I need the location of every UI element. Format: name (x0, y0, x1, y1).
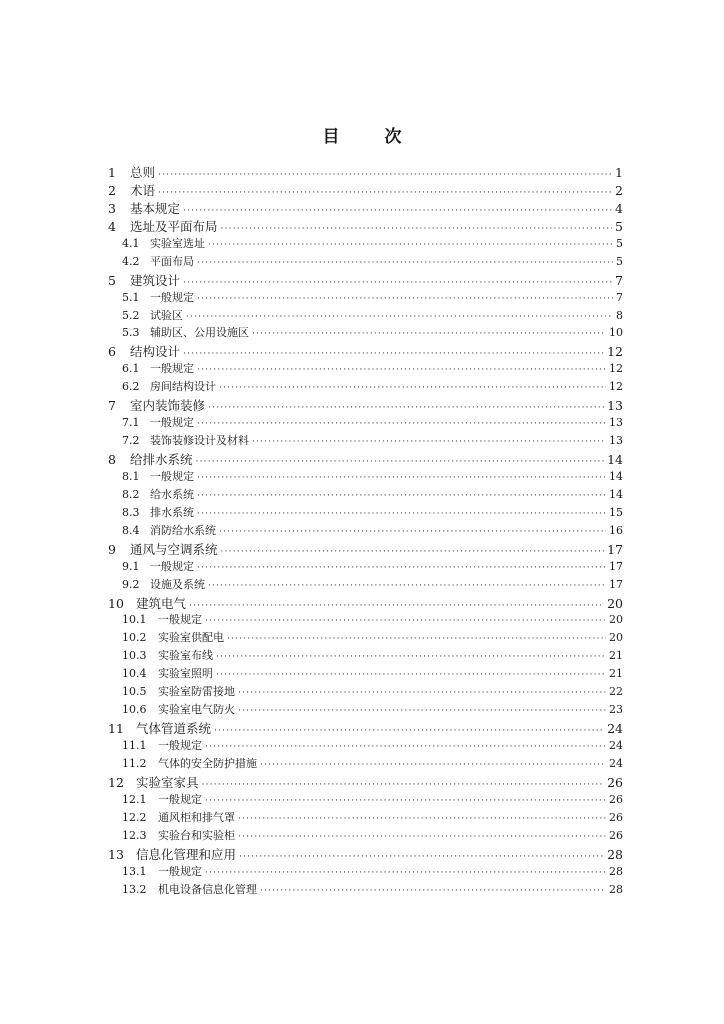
toc-entry-page: 26 (609, 828, 623, 842)
toc-entry-label: 通风与空调系统 (130, 541, 218, 557)
toc-section-row[interactable] (108, 504, 623, 522)
toc-section-row[interactable] (108, 486, 623, 504)
toc-entry-number: 11 (108, 721, 124, 737)
toc-section-row[interactable] (108, 289, 623, 307)
toc-leader-dots (158, 188, 612, 198)
toc-chapter-row[interactable] (108, 163, 623, 181)
toc-leader-dots (238, 814, 606, 824)
toc-entry-label: 机电设备信息化管理 (158, 882, 257, 896)
toc-entry-number: 9.2 (122, 577, 140, 591)
toc-chapter-row[interactable] (108, 181, 623, 199)
toc-chapter-row[interactable] (108, 199, 623, 217)
toc-chapter-row[interactable] (108, 396, 623, 414)
toc-entry-number: 13 (108, 846, 124, 862)
toc-entry-label: 气体的安全防护措施 (158, 756, 257, 770)
toc-entry-page: 20 (609, 613, 623, 627)
toc-section-row[interactable] (108, 881, 623, 899)
toc-chapter-row[interactable] (108, 845, 623, 863)
toc-entry-label: 排水系统 (150, 505, 194, 519)
toc-entry-page: 24 (609, 739, 623, 752)
toc-entry-label: 消防给水系统 (150, 523, 216, 537)
toc-entry-page: 2 (615, 182, 623, 198)
toc-entry-label: 一般规定 (150, 559, 194, 573)
toc-entry-number: 8.2 (122, 487, 140, 501)
toc-entry-page: 16 (609, 523, 623, 537)
toc-entry-number: 9 (108, 541, 116, 557)
toc-leader-dots (216, 670, 606, 680)
toc-entry-number: 6.2 (122, 380, 140, 394)
toc-entry-page: 1 (615, 165, 623, 180)
toc-section-row[interactable] (108, 378, 623, 396)
toc-section-row[interactable] (108, 611, 623, 629)
toc-section-row[interactable] (108, 863, 623, 881)
toc-leader-dots (260, 760, 606, 770)
toc-leader-dots (196, 457, 605, 467)
toc-leader-dots (197, 473, 606, 483)
toc-entry-number: 5.3 (122, 326, 140, 340)
toc-entry-number: 8.3 (122, 505, 140, 519)
toc-entry-page: 21 (609, 649, 623, 663)
toc-entry-label: 试验区 (150, 308, 183, 322)
toc-section-row[interactable] (108, 683, 623, 701)
toc-entry-number: 11.2 (122, 756, 147, 770)
toc-entry-number: 9.1 (122, 559, 140, 573)
toc-entry-label: 平面布局 (150, 254, 194, 268)
toc-entry-number: 1 (108, 165, 116, 180)
toc-chapter-row[interactable] (108, 342, 623, 360)
toc-entry-page: 15 (609, 505, 623, 519)
toc-section-row[interactable] (108, 737, 623, 755)
toc-entry-page: 14 (609, 469, 623, 483)
toc-entry-page: 13 (607, 398, 623, 414)
toc-entry-label: 给水系统 (150, 487, 194, 501)
toc-entry-number: 10.4 (122, 667, 147, 681)
toc-entry-label: 房间结构设计 (150, 380, 216, 394)
toc-entry-page: 20 (607, 595, 623, 611)
toc-leader-dots (205, 742, 606, 752)
toc-leader-dots (183, 349, 604, 359)
toc-section-row[interactable] (108, 414, 623, 432)
toc-entry-page: 12 (609, 362, 623, 376)
toc-section-row[interactable] (108, 522, 623, 540)
toc-leader-dots (238, 688, 606, 698)
toc-entry-page: 5 (616, 236, 623, 250)
toc-section-row[interactable] (108, 809, 623, 827)
toc-section-row[interactable] (108, 755, 623, 773)
toc-entry-label: 实验室电气防火 (158, 703, 235, 717)
toc-leader-dots (197, 294, 613, 304)
toc-entry-page: 14 (609, 487, 623, 501)
toc-entry-page: 28 (607, 846, 623, 862)
toc-leader-dots (208, 581, 606, 591)
toc-entry-page: 5 (615, 218, 623, 234)
toc-entry-label: 辅助区、公用设施区 (150, 326, 249, 340)
toc-leader-dots (197, 365, 606, 375)
toc-section-row[interactable] (108, 701, 623, 719)
toc-entry-page: 17 (609, 577, 623, 591)
toc-entry-page: 7 (616, 290, 623, 304)
toc-leader-dots (238, 832, 606, 842)
toc-entry-page: 4 (615, 200, 623, 216)
toc-entry-page: 8 (616, 308, 623, 322)
toc-entry-page: 22 (609, 685, 623, 699)
toc-chapter-row[interactable] (108, 719, 623, 737)
toc-entry-label: 结构设计 (130, 344, 181, 360)
toc-entry-page: 28 (609, 882, 623, 896)
toc-entry-number: 10 (108, 595, 124, 611)
toc-leader-dots (205, 868, 606, 878)
toc-entry-label: 室内装饰装修 (130, 398, 206, 414)
toc-chapter-row[interactable] (108, 773, 623, 791)
toc-entry-number: 10.2 (122, 631, 147, 645)
toc-section-row[interactable] (108, 324, 623, 342)
toc-entry-page: 7 (615, 272, 623, 288)
toc-entry-label: 总则 (130, 165, 156, 180)
page-title: 目 次 (322, 127, 416, 147)
toc-leader-dots (189, 601, 604, 611)
toc-entry-label: 实验室选址 (150, 236, 205, 250)
toc-entry-page: 12 (609, 380, 623, 394)
toc-entry-page: 13 (609, 434, 623, 448)
toc-entry-label: 一般规定 (158, 864, 202, 878)
toc-entry-number: 8.1 (122, 469, 140, 483)
toc-entry-number: 13.1 (122, 864, 147, 878)
toc-leader-dots (186, 312, 613, 322)
toc-section-row[interactable] (108, 468, 623, 486)
toc-entry-number: 7.1 (122, 416, 140, 430)
toc-entry-number: 8 (108, 452, 116, 467)
toc-section-row[interactable] (108, 665, 623, 683)
toc-entry-page: 26 (607, 774, 623, 790)
toc-chapter-row[interactable] (108, 540, 623, 558)
toc-entry-number: 10.1 (122, 613, 147, 627)
toc-entry-page: 12 (607, 344, 623, 360)
toc-leader-dots (221, 547, 605, 557)
toc-entry-label: 一般规定 (150, 290, 194, 304)
toc-entry-page: 5 (616, 254, 623, 268)
toc-leader-dots (158, 170, 612, 180)
toc-section-row[interactable] (108, 576, 623, 594)
toc-leader-dots (197, 563, 606, 573)
toc-entry-label: 设施及系统 (150, 577, 205, 591)
toc-entry-number: 7.2 (122, 434, 140, 448)
toc-entry-page: 17 (607, 541, 623, 557)
toc-leader-dots (208, 403, 604, 413)
toc-entry-label: 通风柜和排气罩 (158, 810, 235, 824)
toc-leader-dots (205, 616, 606, 626)
toc-entry-label: 一般规定 (150, 469, 194, 483)
toc-entry-number: 12.2 (122, 810, 147, 824)
toc-entry-number: 6 (108, 344, 116, 360)
toc-section-row[interactable] (108, 791, 623, 809)
toc-leader-dots (197, 509, 606, 519)
toc-section-row[interactable] (108, 827, 623, 845)
toc-section-row[interactable] (108, 558, 623, 576)
toc-entry-label: 气体管道系统 (136, 721, 212, 737)
toc-entry-page: 26 (609, 810, 623, 824)
toc-leader-dots (216, 652, 606, 662)
toc-leader-dots (197, 258, 613, 268)
toc-entry-number: 4.1 (122, 236, 140, 250)
toc-entry-label: 一般规定 (158, 739, 202, 752)
toc-entry-page: 20 (609, 631, 623, 645)
toc-entry-label: 术语 (130, 182, 156, 198)
toc-entry-number: 3 (108, 200, 116, 216)
toc-entry-number: 12.3 (122, 828, 147, 842)
toc-section-row[interactable] (108, 235, 623, 253)
toc-entry-number: 7 (108, 398, 116, 414)
toc-leader-dots (219, 527, 606, 537)
toc-entry-number: 8.4 (122, 523, 140, 537)
toc-entry-label: 信息化管理和应用 (136, 846, 237, 862)
toc-leader-dots (197, 491, 606, 501)
toc-leader-dots (205, 796, 606, 806)
toc-entry-number: 4 (108, 218, 116, 234)
toc-entry-label: 选址及平面布局 (130, 218, 218, 234)
toc-leader-dots (214, 726, 604, 736)
toc-leader-dots (197, 419, 606, 429)
toc-entry-page: 26 (609, 792, 623, 806)
toc-entry-page: 23 (609, 703, 623, 717)
toc-leader-dots (208, 240, 613, 250)
toc-entry-number: 2 (108, 182, 116, 198)
toc-section-row[interactable] (108, 629, 623, 647)
toc-chapter-row[interactable] (108, 217, 623, 235)
toc-entry-label: 一般规定 (158, 792, 202, 806)
toc-entry-label: 建筑设计 (130, 272, 181, 288)
toc-entry-page: 21 (609, 667, 623, 681)
toc-entry-number: 10.5 (122, 685, 147, 699)
toc-entry-number: 10.6 (122, 703, 147, 717)
table-of-contents (108, 163, 623, 898)
toc-section-row[interactable] (108, 432, 623, 450)
toc-entry-label: 实验台和实验柜 (158, 828, 235, 842)
toc-chapter-row[interactable] (108, 450, 623, 468)
toc-entry-page: 24 (607, 721, 623, 737)
toc-entry-label: 实验室布线 (158, 649, 213, 663)
toc-leader-dots (252, 329, 606, 339)
toc-leader-dots (202, 780, 605, 790)
toc-entry-label: 装饰装修设计及材料 (150, 434, 249, 448)
toc-leader-dots (183, 206, 612, 216)
toc-entry-label: 建筑电气 (136, 595, 187, 611)
toc-entry-label: 基本规定 (130, 200, 181, 216)
toc-entry-number: 6.1 (122, 362, 140, 376)
toc-entry-label: 实验室防雷接地 (158, 685, 235, 699)
toc-entry-label: 给排水系统 (130, 452, 193, 467)
toc-entry-label: 一般规定 (158, 613, 202, 627)
toc-entry-number: 13.2 (122, 882, 147, 896)
toc-leader-dots (239, 852, 604, 862)
toc-section-row[interactable] (108, 253, 623, 271)
toc-chapter-row[interactable] (108, 594, 623, 612)
toc-entry-page: 17 (609, 559, 623, 573)
toc-leader-dots (227, 634, 606, 644)
toc-leader-dots (260, 886, 606, 896)
toc-entry-page: 13 (609, 416, 623, 430)
toc-chapter-row[interactable] (108, 271, 623, 289)
toc-leader-dots (252, 437, 606, 447)
toc-section-row[interactable] (108, 307, 623, 325)
toc-entry-page: 10 (609, 326, 623, 340)
toc-leader-dots (238, 706, 606, 716)
toc-leader-dots (183, 278, 612, 288)
toc-entry-page: 24 (609, 756, 623, 770)
toc-entry-number: 5.1 (122, 290, 140, 304)
toc-entry-page: 28 (609, 864, 623, 878)
toc-entry-label: 实验室供配电 (158, 631, 224, 645)
toc-section-row[interactable] (108, 647, 623, 665)
toc-entry-number: 4.2 (122, 254, 140, 268)
toc-entry-number: 12 (108, 774, 124, 790)
toc-entry-label: 一般规定 (150, 362, 194, 376)
toc-entry-number: 5.2 (122, 308, 140, 322)
toc-entry-label: 实验室家具 (136, 774, 199, 790)
toc-entry-page: 14 (607, 452, 623, 467)
toc-leader-dots (219, 383, 606, 393)
toc-entry-number: 10.3 (122, 649, 147, 663)
toc-entry-number: 12.1 (122, 792, 147, 806)
toc-section-row[interactable] (108, 360, 623, 378)
toc-leader-dots (221, 224, 613, 234)
toc-entry-label: 一般规定 (150, 416, 194, 430)
toc-entry-label: 实验室照明 (158, 667, 213, 681)
toc-entry-number: 5 (108, 272, 116, 288)
toc-entry-number: 11.1 (122, 739, 147, 752)
